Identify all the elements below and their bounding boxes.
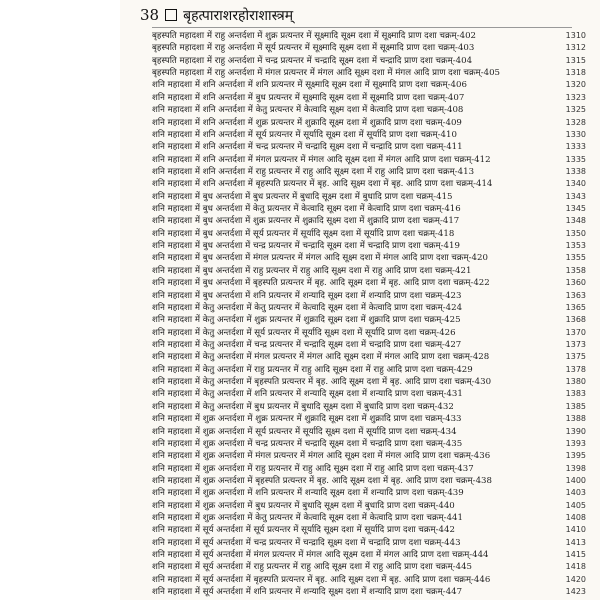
list-item (152, 413, 600, 425)
list-item-page-number: 1390 (565, 426, 586, 436)
list-item-page-number: 1345 (565, 204, 586, 214)
list-item-page-number: 1323 (565, 92, 586, 102)
page-number: 38 (140, 6, 160, 24)
list-item (152, 30, 600, 42)
list-item-text: शनि महादशा में केतु अन्तर्दशा में बृहस्पति प्रत्यन्तर में बृह. आदि सूक्ष्म दशा में बृह. आदि प्राण दशा चक्रम्-430 (152, 377, 492, 388)
list-item (152, 178, 600, 190)
list-item-text: शनि महादशा में केतु अन्तर्दशा में शनि प्रत्यन्तर में शन्यादि सूक्ष्म दशा में शन्यादि प्राण दशा चक्रम्-431 (152, 389, 463, 400)
list-item-text: शनि महादशा में केतु अन्तर्दशा में चन्द्र प्रत्यन्तर में चन्द्रादि सूक्ष्म दशा में चन्द्रादि प्राण दशा चक्रम्-427 (152, 339, 462, 350)
list-item (152, 203, 600, 215)
list-item-text: शनि महादशा में शनि अन्तर्दशा में मंगल प्रत्यन्तर में मंगल आदि सूक्ष्म दशा में मंगल आदि प्राण दशा चक्रम्-412 (152, 154, 491, 165)
list-item-text: शनि महादशा में सूर्य अन्तर्दशा में मंगल प्रत्यन्तर में मंगल आदि सूक्ष्म दशा में मंगल आदि प्राण दशा चक्रम्-444 (152, 550, 489, 561)
list-item-page-number: 1338 (565, 166, 586, 176)
list-item-page-number: 1355 (565, 253, 586, 263)
list-item-text: शनि महादशा में शुक्र अन्तर्दशा में मंगल प्रत्यन्तर में मंगल आदि सूक्ष्म दशा में मंगल आदि प्राण दशा चक्रम्-436 (152, 451, 491, 462)
list-item-text: शनि महादशा में केतु अन्तर्दशा में राहु प्रत्यन्तर में राहु आदि सूक्ष्म दशा में राहु आदि प्राण दशा चक्रम्-429 (152, 364, 473, 375)
list-item-page-number: 1340 (565, 179, 586, 189)
list-item-page-number: 1413 (565, 537, 586, 547)
list-item-page-number: 1395 (565, 451, 586, 461)
list-item-text: बृहस्पति महादशा में राहु अन्तर्दशा में शुक्र प्रत्यन्तर में सूक्ष्मादि सूक्ष्म दशा में सूक्ष्मादि प्राण दशा चक्रम्-402 (152, 31, 477, 41)
list-item-page-number: 1333 (565, 142, 586, 152)
list-item (152, 438, 600, 450)
list-item-text: शनि महादशा में शनि अन्तर्दशा में केतु प्रत्यन्तर में केत्वादि सूक्ष्म दशा में केत्वादि प्राण दशा चक्रम्-408 (152, 105, 464, 116)
list-item (152, 450, 600, 462)
list-item (152, 314, 600, 326)
list-item-page-number: 1403 (565, 488, 586, 498)
list-item (152, 561, 600, 573)
list-item-page-number: 1350 (565, 228, 586, 238)
square-bullet-icon (165, 9, 177, 21)
list-item (152, 104, 600, 116)
list-item-page-number: 1410 (565, 525, 586, 535)
list-item-text: शनि महादशा में बुध अन्तर्दशा में बुध प्रत्यन्तर में बुधादि सूक्ष्म दशा में बुधादि प्राण दशा चक्रम्-415 (152, 191, 453, 202)
list-item-text: शनि महादशा में शुक्र अन्तर्दशा में बुध प्रत्यन्तर में बुधादि सूक्ष्म दशा में बुधादि प्राण दशा चक्रम्-440 (152, 500, 455, 511)
list-item-text: बृहस्पति महादशा में राहु अन्तर्दशा में मंगल प्रत्यन्तर में मंगल आदि सूक्ष्म दशा में मंगल आदि प्राण दशा चक्रम्-405 (152, 68, 501, 79)
list-item-page-number: 1408 (565, 513, 586, 523)
list-item-text: शनि महादशा में शनि अन्तर्दशा में राहु प्रत्यन्तर में राहु आदि सूक्ष्म दशा में राहु आदि प्राण दशा चक्रम्-413 (152, 166, 475, 177)
page-header (140, 4, 293, 26)
list-item-text: शनि महादशा में शुक्र अन्तर्दशा में केतु प्रत्यन्तर में केत्वादि सूक्ष्म दशा में केत्वादि प्राण दशा चक्रम्-441 (152, 513, 463, 524)
list-item (152, 277, 600, 289)
list-item (152, 67, 600, 79)
list-item-page-number: 1385 (565, 401, 586, 411)
list-item-text: शनि महादशा में बुध अन्तर्दशा में चन्द्र प्रत्यन्तर में चन्द्रादि सूक्ष्म दशा में चन्द्रादि प्राण दशा चक्रम्-419 (152, 241, 460, 252)
list-item (152, 388, 600, 400)
list-item (152, 364, 600, 376)
list-item (152, 42, 600, 54)
list-item-text: शनि महादशा में शुक्र अन्तर्दशा में राहु प्रत्यन्तर में राहु आदि सूक्ष्म दशा में राहु आदि प्राण दशा चक्रम्-437 (152, 463, 474, 474)
list-item-text: शनि महादशा में बुध अन्तर्दशा में शनि प्रत्यन्तर में शन्यादि सूक्ष्म दशा में शन्यादि प्राण दशा चक्रम्-423 (152, 290, 462, 301)
list-item-text: शनि महादशा में केतु अन्तर्दशा में शुक्र प्रत्यन्तर में शुक्रादि सूक्ष्म दशा में शुक्रादि प्राण दशा चक्रम्-425 (152, 315, 461, 326)
list-item-text: शनि महादशा में शुक्र अन्तर्दशा में चन्द्र प्रत्यन्तर में चन्द्रादि सूक्ष्म दशा में चन्द्रादि प्राण दशा चक्रम्-435 (152, 438, 463, 449)
list-item-page-number: 1375 (565, 352, 586, 362)
list-item (152, 191, 600, 203)
list-item-page-number: 1330 (565, 129, 586, 139)
list-item-page-number: 1360 (565, 278, 586, 288)
list-item-page-number: 1325 (565, 105, 586, 115)
list-item (152, 302, 600, 314)
list-item-page-number: 1383 (565, 389, 586, 399)
list-item-page-number: 1343 (565, 191, 586, 201)
list-item-page-number: 1418 (565, 562, 586, 572)
list-item-page-number: 1358 (565, 265, 586, 275)
list-item (152, 154, 600, 166)
list-item (152, 426, 600, 438)
list-item-page-number: 1353 (565, 241, 586, 251)
list-item (152, 463, 600, 475)
list-item-page-number: 1315 (565, 55, 586, 65)
list-item-text: शनि महादशा में बुध अन्तर्दशा में सूर्य प्रत्यन्तर में सूर्यादि सूक्ष्म दशा में सूर्यादि प्राण दशा चक्रम्-418 (152, 228, 455, 239)
list-item-page-number: 1365 (565, 302, 586, 312)
list-item-page-number: 1423 (565, 587, 586, 597)
list-item-page-number: 1348 (565, 216, 586, 226)
list-item (152, 339, 600, 351)
list-item-page-number: 1335 (565, 154, 586, 164)
list-item (152, 141, 600, 153)
list-item-page-number: 1312 (565, 43, 586, 53)
list-item-text: शनि महादशा में केतु अन्तर्दशा में मंगल प्रत्यन्तर में मंगल आदि सूक्ष्म दशा में मंगल आदि प्राण दशा चक्रम्-428 (152, 352, 490, 363)
list-item-page-number: 1368 (565, 315, 586, 325)
list-item (152, 475, 600, 487)
list-item-text: शनि महादशा में सूर्य अन्तर्दशा में चन्द्र प्रत्यन्तर में चन्द्रादि सूक्ष्म दशा में चन्द्रादि प्राण दशा चक्रम्-443 (152, 537, 461, 548)
list-item-text: शनि महादशा में शनि अन्तर्दशा में सूर्य प्रत्यन्तर में सूर्यादि सूक्ष्म दशा में सूर्यादि प्राण दशा चक्रम्-410 (152, 129, 457, 140)
list-item-page-number: 1380 (565, 377, 586, 387)
list-item-page-number: 1363 (565, 290, 586, 300)
list-item-text: शनि महादशा में शुक्र अन्तर्दशा में बृहस्पति प्रत्यन्तर में बृह. आदि सूक्ष्म दशा में बृह. आदि प्राण दशा चक्रम्-438 (152, 475, 492, 486)
list-item-page-number: 1373 (565, 339, 586, 349)
list-item-text: शनि महादशा में शुक्र अन्तर्दशा में शनि प्रत्यन्तर में शन्यादि सूक्ष्म दशा में शन्यादि प्राण दशा चक्रम्-439 (152, 488, 464, 499)
list-item-page-number: 1320 (565, 80, 586, 90)
list-item (152, 586, 600, 598)
list-item-page-number: 1415 (565, 550, 586, 560)
list-item (152, 401, 600, 413)
list-item-text: शनि महादशा में बुध अन्तर्दशा में केतु प्रत्यन्तर में केत्वादि सूक्ष्म दशा में केत्वादि प्राण दशा चक्रम्-416 (152, 204, 461, 215)
list-item-text: शनि महादशा में केतु अन्तर्दशा में केतु प्रत्यन्तर में केत्वादि सूक्ष्म दशा में केत्वादि प्राण दशा चक्रम्-424 (152, 302, 463, 313)
list-item (152, 240, 600, 252)
list-item-page-number: 1388 (565, 414, 586, 424)
list-item-text: शनि महादशा में शनि अन्तर्दशा में चन्द्र प्रत्यन्तर में चन्द्रादि सूक्ष्म दशा में चन्द्रादि प्राण दशा चक्रम्-411 (152, 142, 463, 153)
list-item-text: शनि महादशा में शुक्र अन्तर्दशा में शुक्र प्रत्यन्तर में शुक्रादि सूक्ष्म दशा में शुक्रादि प्राण दशा चक्रम्-433 (152, 414, 462, 425)
list-item (152, 487, 600, 499)
list-item-text: शनि महादशा में सूर्य अन्तर्दशा में शनि प्रत्यन्तर में शन्यादि सूक्ष्म दशा में शन्यादि प्राण दशा चक्रम्-447 (152, 587, 463, 598)
list-item-page-number: 1378 (565, 364, 586, 374)
list-item-text: शनि महादशा में शनि अन्तर्दशा में शुक्र प्रत्यन्तर में शुक्रादि सूक्ष्म दशा में शुक्रादि प्राण दशा चक्रम्-409 (152, 117, 462, 128)
list-item-text: शनि महादशा में शनि अन्तर्दशा में शनि प्रत्यन्तर में सूक्ष्मादि सूक्ष्म दशा में सूक्ष्मादि प्राण दशा चक्रम्-406 (152, 80, 467, 91)
list-item-text: शनि महादशा में शनि अन्तर्दशा में बृहस्पति प्रत्यन्तर में बृह. आदि सूक्ष्म दशा में बृह. आदि प्राण दशा चक्रम्-414 (152, 179, 493, 190)
list-item (152, 79, 600, 91)
list-item (152, 92, 600, 104)
list-item-text: शनि महादशा में बुध अन्तर्दशा में राहु प्रत्यन्तर में राहु आदि सूक्ष्म दशा में राहु आदि प्राण दशा चक्रम्-421 (152, 265, 472, 276)
list-item-page-number: 1393 (565, 438, 586, 448)
list-item (152, 574, 600, 586)
list-item (152, 500, 600, 512)
list-item (152, 351, 600, 363)
list-item-text: शनि महादशा में केतु अन्तर्दशा में बुध प्रत्यन्तर में बुधादि सूक्ष्म दशा में बुधादि प्राण दशा चक्रम्-432 (152, 401, 454, 412)
list-item-text: शनि महादशा में सूर्य अन्तर्दशा में राहु प्रत्यन्तर में राहु आदि सूक्ष्म दशा में राहु आदि प्राण दशा चक्रम्-445 (152, 562, 473, 573)
list-item (152, 549, 600, 561)
list-item (152, 512, 600, 524)
list-item-page-number: 1328 (565, 117, 586, 127)
list-item-page-number: 1310 (565, 31, 586, 40)
list-item (152, 117, 600, 129)
list-item (152, 376, 600, 388)
list-item (152, 327, 600, 339)
list-item-text: शनि महादशा में सूर्य अन्तर्दशा में बृहस्पति प्रत्यन्तर में बृह. आदि सूक्ष्म दशा में बृह. आदि प्राण दशा चक्रम्-446 (152, 574, 491, 585)
list-item-page-number: 1420 (565, 574, 586, 584)
list-item (152, 252, 600, 264)
list-item-page-number: 1318 (565, 68, 586, 78)
list-item-text: बृहस्पति महादशा में राहु अन्तर्दशा में चन्द्र प्रत्यन्तर में चन्द्रादि सूक्ष्म दशा में चन्द्रादि प्राण दशा चक्रम्-404 (152, 55, 473, 66)
list-item (152, 129, 600, 141)
list-item (152, 228, 600, 240)
list-item-text: शनि महादशा में सूर्य अन्तर्दशा में सूर्य प्रत्यन्तर में सूर्यादि सूक्ष्म दशा में सूर्यादि प्राण दशा चक्रम्-442 (152, 525, 455, 536)
page-title: बृहत्पाराशरहोराशास्त्रम् (183, 7, 294, 24)
list-item (152, 166, 600, 178)
list-item-page-number: 1398 (565, 463, 586, 473)
list-item-text: शनि महादशा में केतु अन्तर्दशा में सूर्य प्रत्यन्तर में सूर्यादि सूक्ष्म दशा में सूर्यादि प्राण दशा चक्रम्-426 (152, 327, 456, 338)
list-item-page-number: 1400 (565, 475, 586, 485)
contents-list (152, 30, 600, 599)
list-item (152, 290, 600, 302)
list-item-text: शनि महादशा में बुध अन्तर्दशा में बृहस्पति प्रत्यन्तर में बृह. आदि सूक्ष्म दशा में बृह. आदि प्राण दशा चक्रम्-422 (152, 278, 490, 289)
list-item (152, 55, 600, 67)
list-item-page-number: 1405 (565, 500, 586, 510)
list-item-page-number: 1370 (565, 327, 586, 337)
list-item (152, 265, 600, 277)
list-item-text: शनि महादशा में बुध अन्तर्दशा में शुक्र प्रत्यन्तर में शुक्रादि सूक्ष्म दशा में शुक्रादि प्राण दशा चक्रम्-417 (152, 216, 460, 227)
list-item (152, 537, 600, 549)
list-item (152, 215, 600, 227)
list-item-text: शनि महादशा में शनि अन्तर्दशा में बुध प्रत्यन्तर में सूक्ष्मादि सूक्ष्म दशा में सूक्ष्मादि प्राण दशा चक्रम्-407 (152, 92, 465, 103)
list-item-text: बृहस्पति महादशा में राहु अन्तर्दशा में सूर्य प्रत्यन्तर में सूक्ष्मादि सूक्ष्म दशा में सूक्ष्मादि प्राण दशा चक्रम्-403 (152, 43, 475, 54)
list-item (152, 524, 600, 536)
list-item-text: शनि महादशा में बुध अन्तर्दशा में मंगल प्रत्यन्तर में मंगल आदि सूक्ष्म दशा में मंगल आदि प्राण दशा चक्रम्-420 (152, 253, 488, 264)
list-item-text: शनि महादशा में शुक्र अन्तर्दशा में सूर्य प्रत्यन्तर में सूर्यादि सूक्ष्म दशा में सूर्यादि प्राण दशा चक्रम्-434 (152, 426, 457, 437)
header-divider (152, 27, 572, 28)
